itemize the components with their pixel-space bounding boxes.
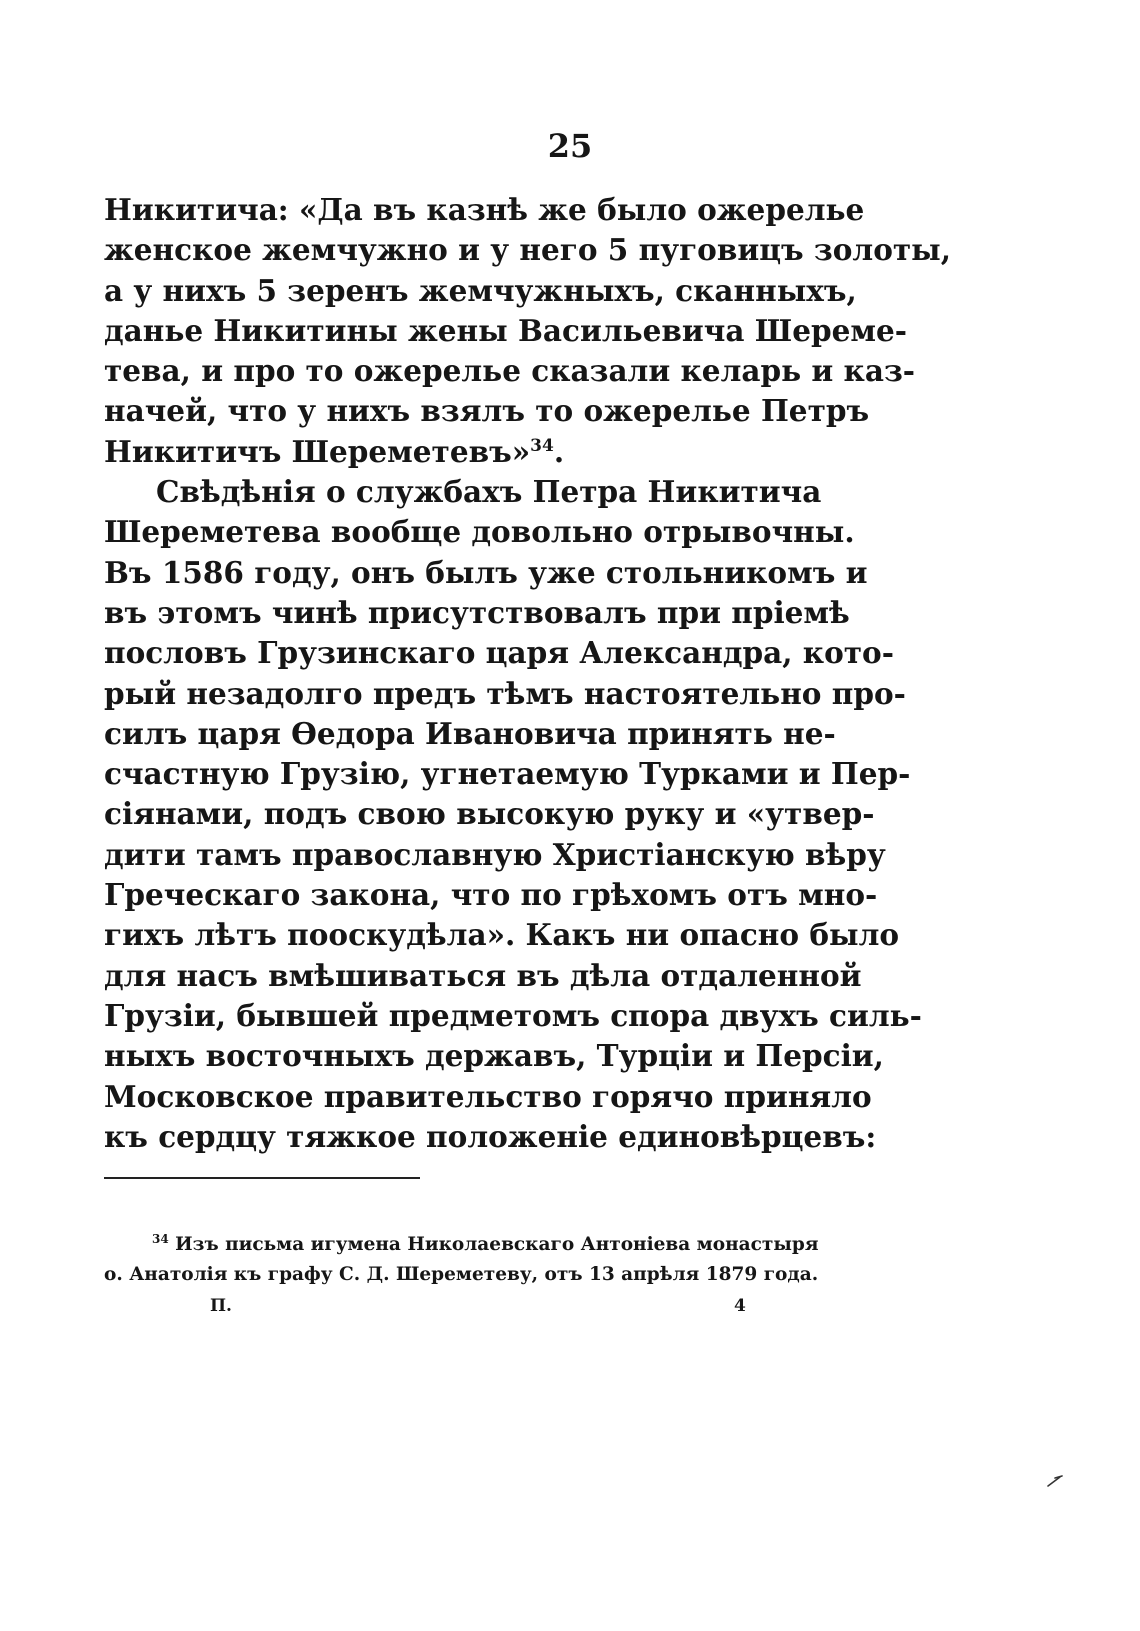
text-line: пословъ Грузинскаго царя Александра, кото- bbox=[104, 635, 894, 671]
text-line bbox=[104, 432, 804, 472]
text-line: Въ 1586 году, онъ былъ уже стольникомъ и bbox=[104, 554, 868, 590]
margin-pen-mark bbox=[1046, 1474, 1064, 1488]
text-line: тева, и про то ожерелье сказали келарь и каз- bbox=[104, 353, 916, 389]
footnote-rule bbox=[104, 1177, 420, 1179]
text-line: гихъ лѣтъ пооскудѣла». Какъ ни опасно было bbox=[104, 917, 900, 953]
text-line: къ сердцу тяжкое положеніе единовѣрцевъ: bbox=[104, 1118, 877, 1154]
signature-mark-right: 4 bbox=[734, 1296, 746, 1316]
text-line: для насъ вмѣшиваться въ дѣла отдаленной bbox=[104, 957, 862, 993]
body-text bbox=[104, 190, 952, 1157]
text-line: Шереметева вообще довольно отрывочны. bbox=[104, 514, 855, 550]
footnote-line bbox=[104, 1230, 819, 1260]
text-line: женское жемчужно и у него 5 пуговицъ золоты, bbox=[104, 232, 952, 268]
page-number: 25 bbox=[547, 127, 593, 165]
text-line: дити тамъ православную Христіанскую вѣру bbox=[104, 836, 886, 872]
text-line: Грузіи, бывшей предметомъ спора двухъ силь- bbox=[104, 997, 922, 1033]
signature-mark-left: П. bbox=[210, 1296, 232, 1316]
text-line: Никитича: «Да въ казнѣ же было ожерелье bbox=[104, 192, 865, 227]
text-line-end: . bbox=[553, 433, 565, 469]
text-line: силъ царя Ѳедора Ивановича принять не- bbox=[104, 715, 836, 751]
text-line: въ этомъ чинѣ присутствовалъ при пріемѣ bbox=[104, 594, 850, 630]
footnote-marker: 34 bbox=[152, 1231, 169, 1246]
text-line: ныхъ восточныхъ державъ, Турціи и Персіи, bbox=[104, 1038, 884, 1074]
text-line: Московское правительство горячо приняло bbox=[104, 1078, 872, 1114]
footnote-line: о. Анатолія къ графу С. Д. Шереметеву, отъ 13 апрѣля 1879 года. bbox=[104, 1264, 819, 1285]
text-line: начей, что у нихъ взялъ то ожерелье Петръ bbox=[104, 393, 870, 429]
footnote bbox=[104, 1230, 819, 1290]
text-line: рый незадолго предъ тѣмъ настоятельно про- bbox=[104, 675, 906, 711]
text-line: сіянами, подъ свою высокую руку и «утвер- bbox=[104, 796, 875, 832]
text-line: счастную Грузію, угнетаемую Турками и Пер- bbox=[104, 756, 911, 792]
footnote-text: Изъ письма игумена Николаевскаго Антоніева монастыря bbox=[175, 1234, 819, 1255]
text-line: а у нихъ 5 зеренъ жемчужныхъ, сканныхъ, bbox=[104, 272, 857, 308]
text-line: Греческаго закона, что по грѣхомъ отъ мно- bbox=[104, 877, 878, 913]
footnote-reference: 34 bbox=[530, 435, 554, 456]
text-line-content: Никитичъ Шереметевъ» bbox=[104, 433, 531, 469]
paragraph-start-line: Свѣдѣнія о службахъ Петра Никитича bbox=[156, 474, 822, 510]
text-line: данье Никитины жены Васильевича Шереме- bbox=[104, 312, 907, 348]
